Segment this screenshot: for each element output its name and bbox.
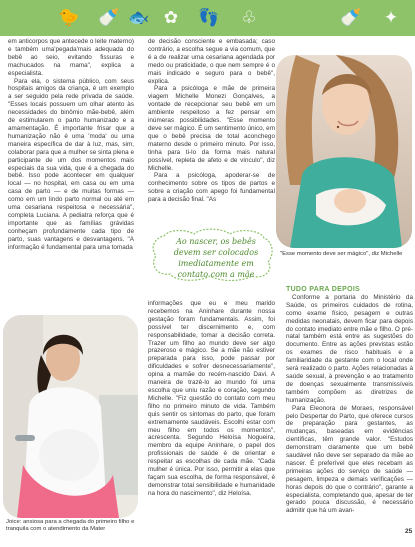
rattle-icon: ♧ [241, 8, 257, 27]
mother-baby-photo [276, 55, 412, 248]
flower-icon: ✿ [163, 8, 179, 27]
top-banner [0, 0, 415, 36]
paragraph: Conforme a portaria do Ministério da Saúde, os primeiros cuidados de rotina, como exame físico, pesagem e outras medidas neonatais, devem ficar para depois do contato imediato entre mãe e filho. O pré-natal também está entre as sugestões do documento. Entre as ações previstas estão os exames de risco habituais e a familiaridade da gestante com o local onde será realizado o parto. Ações relacionadas à saúde sexual, à prevenção e ao tratamento de doenças sexualmente transmissíveis também compõem as diretrizes de humanização. [286, 293, 413, 404]
page-number: 25 [405, 528, 413, 535]
photo-illustration [3, 315, 138, 518]
text-column-1 [8, 38, 134, 310]
paragraph: Para a psicóloga e mãe de primeira viagem Michelle Monezi Gonçalves, a vontade de recepcionar seu bebê em um ambiente respeitoso a fez pensar em inúmeras possibilidades. "Esse momento deve ser mágico. É um sentimento único, em que o bebê precisa de total aconchego materno desde o primeiro minuto. Por isso, tinha para ti-lo da forma mais natural possível, repleta de afeto e de vínculo", diz Michelle. [148, 85, 275, 172]
pregnant-woman-photo [3, 315, 138, 518]
photo-illustration [276, 55, 412, 248]
text-column-4 [286, 286, 413, 542]
text-column-3 [148, 300, 275, 538]
star-icon: ✦ [383, 8, 399, 27]
footprints-icon: 👣 [198, 8, 220, 27]
paragraph: Para ela, o sistema público, com seus hospitais amigos da criança, é um exemplo a ser seguido pela rede privada de saúde. "Esses locais possuem um olhar atento às necessidades do binômio mãe-bebê, além de estimularem o parto humanizado e a amamentação. É importante frisar que a humanização não é uma 'moda' ou uma maneira específica de dar à luz, mas, sim, colaborar para que a mulher se sinta plena e participante de um dos momentos mais especiais da sua vida, que é a chegada do bebê. Isso pode acontecer em qualquer local — no hospital, em casa ou em uma casa de parto — e de muitas formas — como em um lindo parto normal ou até em uma cesariana respeitosa e necessária", completa Luciana. A pediatra reforça que é importante que as famílias grávidas conheçam profundamente cada tipo de parto, suas vantagens e desvantagens. "A informação é fundamental para uma tomada [8, 77, 134, 251]
bottle-icon: 🍼 [98, 8, 120, 27]
photo-caption: Joice: ansiosa para a chegada do primeiro filho e tranquila com o atendimento da Mater [6, 519, 135, 532]
pacifier-icon: 🍼 [340, 8, 362, 27]
pull-quote [150, 226, 276, 282]
photo-caption: "Esse momento deve ser mágico", diz Michelle [280, 251, 403, 257]
section-title: TUDO PARA DEPOIS [286, 286, 361, 293]
quote-text: Ao nascer, os bebês devem ser colocados imediatamente em contato com a mãe [173, 237, 259, 279]
fish-icon: 🐟 [128, 8, 150, 27]
paragraph: em anticorpos que antecede o leite materno) e também uma'pegada'mais adequada do bebê ao seio, evitando fissuras e machucados na mama", explica a especialista. [8, 38, 134, 77]
duck-icon: 🐤 [58, 8, 80, 27]
paragraph: de decisão consciente e embasada; caso contrário, a escolha segue a via comum, que é a de realizar uma cesariana agendada por medo ou praticidade, o que nem sempre é o mais indicado e seguro para o bebê", explica. [148, 38, 275, 85]
paragraph: informações que eu e meu marido recebemos na Aninhare durante nossa gestação foram fundamentais. Assim, foi possível ter discernimento e, com responsabilidade, tomar a decisão correta. Trazer um filho ao mundo deve ser algo prazeroso e mágico. Se a mãe não estiver preparada para isso, pode passar por dificuldades e sofrer desnecessariamente", opina a mamãe do recém-nascido Davi. A maneira de trazê-lo ao mundo foi uma escolha que uniu razão e coração, segundo Michelle. "Fiz questão do contato com meu filho no primeiro minuto de vida. Também quis sentir os sintomas do parto, que foram extremamente saudáveis. Escolhi estar com meu filho em todos os momentos", acrescenta. Segundo Heloísa Nogueira, membro da equipe Aninhare, o papel dos profissionais de saúde é de orientar e respeitar as escolhas de cada mãe. "Cada mulher é única. Por isso, permitir a elas que façam sua escolha, de forma responsável, é demonstrar total sensibilidade e humanidade na hora do nascimento", diz Heloísa. [148, 300, 275, 497]
paragraph: Para Eleonora de Moraes, responsável pelo Despertar do Parto, que oferece cursos de preparação para gestantes, as mudanças, baseadas em evidências científicas, têm grande valor. "Estudos demonstram claramente que um bebê saudável não deve ser separado da mãe ao nascer. É preferível que eles recebam as primeiras ações do serviço de saúde — pesagem, limpeza e demais verificações — horas depois do que o contrário", garante a especialista, completando que, apesar de ter gerado pouca discussão, é necessário admitir que há um avan- [286, 404, 413, 515]
paragraph: Para a psicóloga, apoderar-se de conhecimento sobre os tipos de partos e sobre a criação com apego foi fundamental para a decisão final. "As [148, 172, 275, 204]
